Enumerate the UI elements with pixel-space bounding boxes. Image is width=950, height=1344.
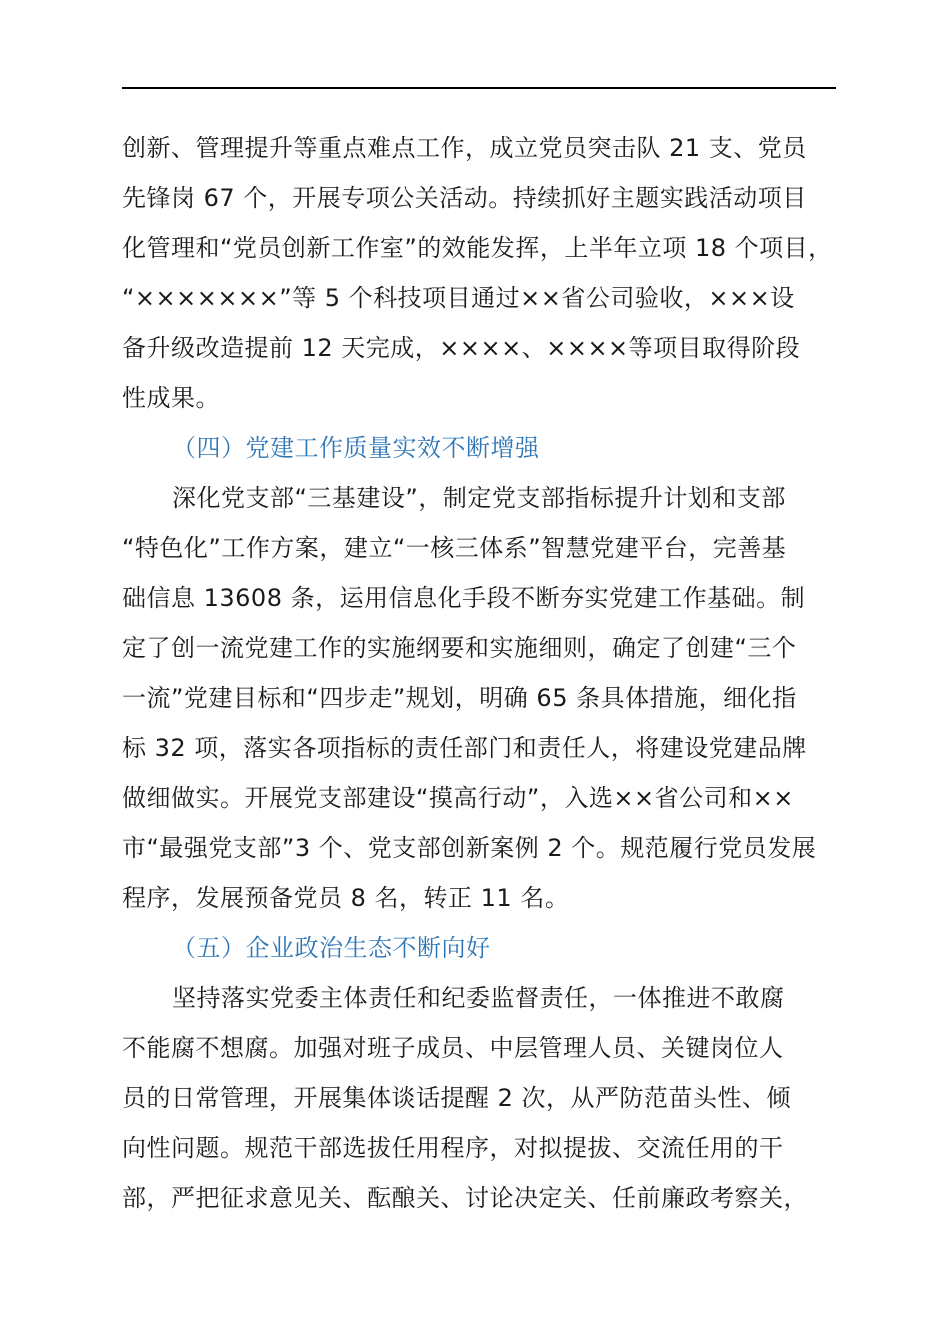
body-line: 市“最强党支部”3 个、党支部创新案例 2 个。规范履行党员发展 (122, 834, 817, 862)
body-line: 标 32 项，落实各项指标的责任部门和责任人，将建设党建品牌 (122, 734, 807, 762)
body-line: 定了创一流党建工作的实施纲要和实施细则，确定了创建“三个 (122, 634, 797, 662)
section-heading-4: （四）党建工作质量实效不断增强 (172, 434, 540, 462)
section-heading-5: （五）企业政治生态不断向好 (172, 934, 491, 962)
body-line: 程序，发展预备党员 8 名，转正 11 名。 (122, 884, 570, 912)
body-line: 部，严把征求意见关、酝酿关、讨论决定关、任前廉政考察关， (122, 1184, 808, 1212)
paragraph-first-line: 坚持落实党委主体责任和纪委监督责任，一体推进不敢腐 (172, 984, 785, 1012)
body-line: “特色化”工作方案，建立“一核三体系”智慧党建平台，完善基 (122, 534, 787, 562)
body-line: 础信息 13608 条，运用信息化手段不断夯实党建工作基础。制 (122, 584, 806, 612)
body-line: 性成果。 (122, 384, 220, 412)
header-rule (122, 87, 836, 89)
body-line: 向性问题。规范干部选拔任用程序，对拟提拔、交流任用的干 (122, 1134, 784, 1162)
body-line: 先锋岗 67 个，开展专项公关活动。持续抓好主题实践活动项目 (122, 184, 807, 212)
body-line: 创新、管理提升等重点难点工作，成立党员突击队 21 支、党员 (122, 134, 807, 162)
body-line: 不能腐不想腐。加强对班子成员、中层管理人员、关键岗位人 (122, 1034, 784, 1062)
body-line: 做细做实。开展党支部建设“摸高行动”，入选××省公司和×× (122, 784, 794, 812)
paragraph-first-line: 深化党支部“三基建设”，制定党支部指标提升计划和支部 (172, 484, 786, 512)
body-line: “×××××××”等 5 个科技项目通过××省公司验收，×××设 (122, 284, 795, 312)
body-line: 化管理和“党员创新工作室”的效能发挥，上半年立项 18 个项目， (122, 234, 833, 262)
body-line: 备升级改造提前 12 天完成，××××、××××等项目取得阶段 (122, 334, 801, 362)
body-line: 员的日常管理，开展集体谈话提醒 2 次，从严防范苗头性、倾 (122, 1084, 792, 1112)
body-line: 一流”党建目标和“四步走”规划，明确 65 条具体措施，细化指 (122, 684, 797, 712)
